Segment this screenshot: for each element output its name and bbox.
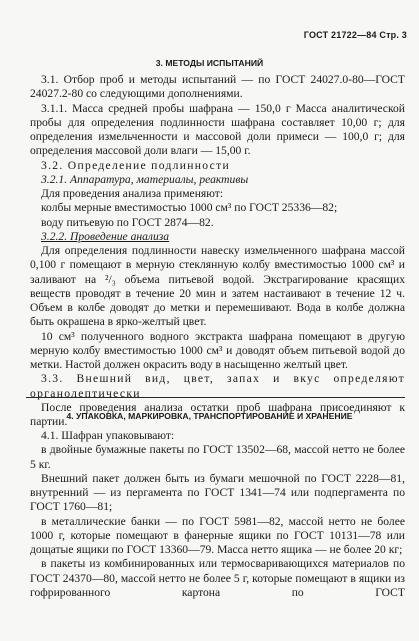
paragraph-3-2-heading: 3.2. Определение подлинности (41, 158, 230, 172)
paragraph-3-1-1: 3.1.1. Масса средней пробы шафрана — 150,0 г Масса аналитической пробы для определения подлинности шафрана составляет 10,00 г; для определения измельченности и массовой доли примеси — 100,0 г; для определения массовой доли влаги — 15,00 г. (30, 101, 405, 158)
list-item-water: воду питьевую по ГОСТ 2874—82. (41, 215, 214, 229)
paragraph-4-1: 4.1. Шафран упаковывают: (41, 429, 175, 442)
list-item-combined-bags: в пакеты из комбинированных или термосваривающихся материалов по ГОСТ 24370—80, массой нетто не более 5 г, которые помещают в ящики из гофрированного картона по ГОСТ (30, 557, 405, 599)
section-4-body (30, 429, 405, 600)
paragraph-3-1: 3.1. Отбор проб и методы испытаний — по ГОСТ 24027.0-80—ГОСТ 24027.2-80 со следующими дополнениями. (30, 73, 405, 101)
list-item-flasks: колбы мерные вместимостью 1000 см³ по ГОСТ 25336—82; (41, 201, 338, 215)
section-4-heading: 4. УПАКОВКА, МАРКИРОВКА, ТРАНСПОРТИРОВАНИЕ И ХРАНЕНИЕ (66, 411, 353, 421)
section-divider (26, 397, 405, 398)
paragraph-outer-bag: Внешний пакет должен быть из бумаги мешочной по ГОСТ 2228—81, внутренний — из пергамента по ГОСТ 1341—74 или подпергамента по ГОСТ 1760—81; (30, 471, 405, 514)
list-item-metal-cans: в металлические банки — по ГОСТ 5981—82, массой нетто не более 1000 г, которые помещают в фанерные ящики по ГОСТ 10131—78 или дощатые ящики по ГОСТ 13360—79. Масса нетто ящика — не более 20 кг; (30, 514, 405, 556)
paragraph-after-analysis: После проведения анализа остатки проб шафрана присоединяют к партии. (30, 400, 405, 428)
paragraph-extract: 10 см³ полученного водного экстракта шафрана помещают в другую мерную колбу вместимостью 1000 см³ и доводят объем питьевой водой до метки. Настой должен окрасить воду в насыщенно желтый цвет. (30, 329, 405, 371)
paragraph-3-2-1-intro: Для проведения анализа применяют: (41, 187, 224, 200)
paragraph-3-2-2-heading: 3.2.2. Проведение анализа (41, 229, 170, 243)
list-item-paper-bags: в двойные бумажные пакеты по ГОСТ 13502—68, массой нетто не более 5 кг. (30, 443, 405, 471)
page-header: ГОСТ 21722—84 Стр. 3 (303, 30, 407, 40)
section-3-heading: 3. МЕТОДЫ ИСПЫТАНИЙ (155, 58, 264, 68)
paragraph-3-2-2-text: Для определения подлинности навеску измельченного шафрана массой 0,100 г помещают в мерную стеклянную колбу вместимостью 1000 см³ и заливают на ²/₃ объема питьевой водой. Экстрагирование красящих веществ проводят в течение 20 мин и затем настаивают в течение 12 ч. Объем в колбе доводят до метки и перемешивают. Вода в колбе должна быть окрашена в ярко-желтый цвет. (30, 244, 405, 329)
paragraph-3-2-1-heading: 3.2.1. Аппаратура, материалы, реактивы (41, 172, 249, 186)
section-3-body (30, 73, 405, 429)
paragraph-3-3: 3.3. Внешний вид, цвет, запах и вкус определяют органолептически (30, 372, 405, 400)
